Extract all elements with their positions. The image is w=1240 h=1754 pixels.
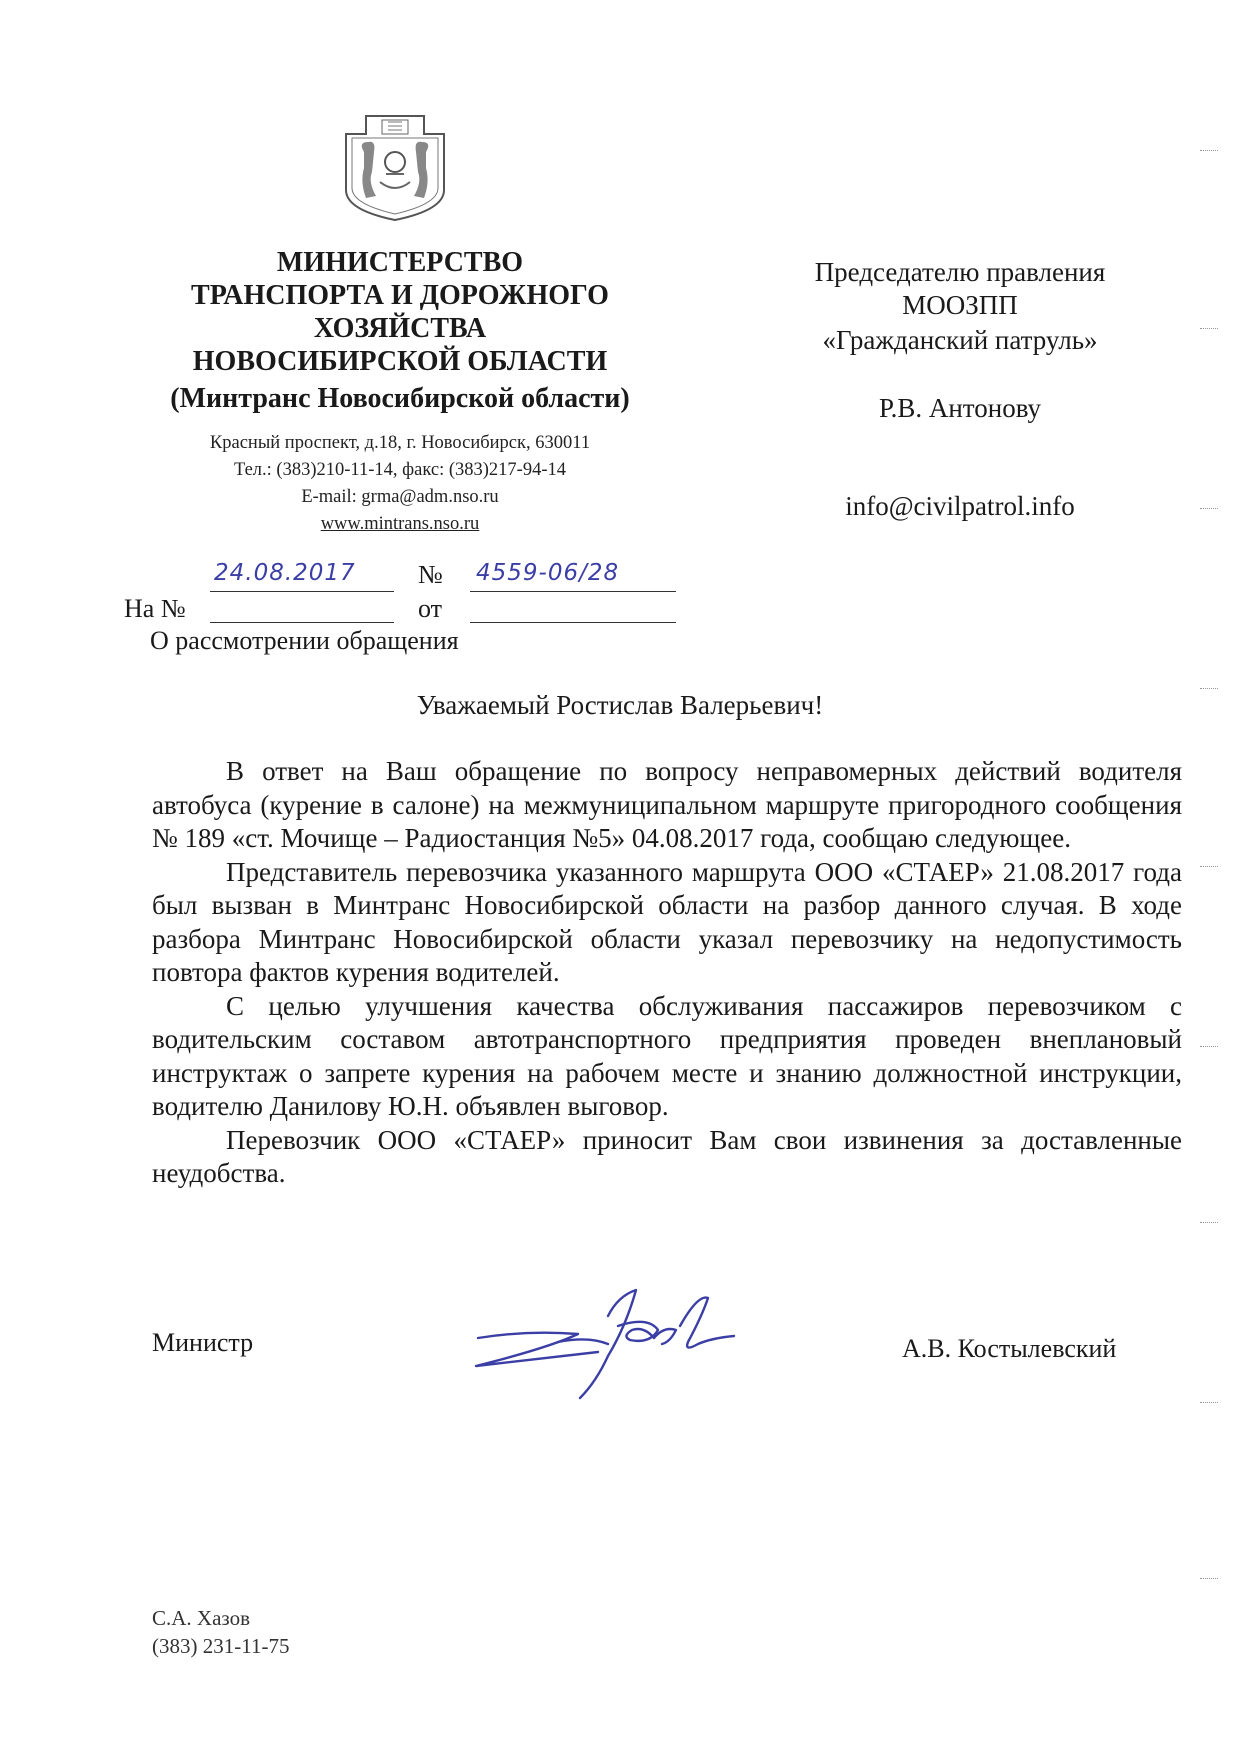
recipient-line-2: МООЗПП: [902, 290, 1018, 320]
scan-edge-mark: [1200, 1046, 1218, 1047]
recipient-name: Р.В. Антонову: [878, 393, 1042, 423]
signatory-position: Министр: [152, 1328, 254, 1357]
reply-number-line: [210, 622, 394, 623]
executor-phone: (383) 231-11-75: [152, 1634, 290, 1658]
sender-email: E-mail: grma@adm.nso.ru: [301, 487, 499, 507]
handwritten-signature-icon: [458, 1286, 738, 1402]
body-paragraph-2: Представитель перевозчика указанного маршрута ООО «СТАЕР» 21.08.2017 года был вызван в Минтранс Новосибирской области на разбор данного случая. В ходе разбора Минтранс Новосибирской области указал перевозчику на недопустимость повтора фактов курения водителей.: [152, 856, 1182, 987]
org-name-line-3: ХОЗЯЙСТВА: [313, 313, 487, 344]
org-short-name: (Минтранс Новосибирской области): [170, 383, 630, 414]
scan-edge-mark: [1200, 150, 1218, 151]
letter-subject: О рассмотрении обращения: [150, 626, 459, 655]
org-name-line-4: НОВОСИБИРСКОЙ ОБЛАСТИ: [192, 346, 608, 377]
org-name-line-2: ТРАНСПОРТА И ДОРОЖНОГО: [191, 280, 609, 311]
number-label: №: [418, 560, 443, 589]
executor-name: С.А. Хазов: [152, 1606, 250, 1630]
scan-edge-mark: [1200, 688, 1218, 689]
scan-edge-mark: [1200, 1402, 1218, 1403]
signatory-name: А.В. Костылевский: [902, 1334, 1117, 1363]
reply-date-line: [470, 622, 676, 623]
recipient-email: info@civilpatrol.info: [845, 491, 1075, 521]
scan-edge-mark: [1200, 1222, 1218, 1223]
sender-phone: Тел.: (383)210-11-14, факс: (383)217-94-14: [234, 460, 566, 480]
scan-edge-mark: [1200, 508, 1218, 509]
from-label: от: [418, 594, 443, 623]
scan-edge-mark: [1200, 328, 1218, 329]
body-paragraph-3: С целью улучшения качества обслуживания пассажиров перевозчиком с водительским составом автотранспортного предприятия проведен внеплановый инструктаж о запрете курения на рабочем месте и знанию должностной инструкции, водителю Данилову Ю.Н. объявлен выговор.: [152, 990, 1182, 1121]
date-line: [210, 591, 394, 592]
body-paragraph-1: В ответ на Ваш обращение по вопросу неправомерных действий водителя автобуса (курение в салоне) на межмуниципальном маршруте пригородного сообщения № 189 «ст. Мочище – Радиостанция №5» 04.08.2017 года, сообщаю следующее.: [152, 756, 1182, 853]
reply-to-label: На №: [124, 594, 186, 623]
sender-address: Красный проспект, д.18, г. Новосибирск, 630011: [209, 433, 591, 453]
greeting: Уважаемый Ростислав Валерьевич!: [416, 690, 824, 720]
body-paragraph-4: Перевозчик ООО «СТАЕР» приносит Вам свои извинения за доставленные неудобства.: [152, 1124, 1182, 1188]
number-line: [470, 591, 676, 592]
scan-edge-mark: [1200, 1578, 1218, 1579]
registration-date: 24.08.2017: [214, 560, 356, 586]
recipient-line-3: «Гражданский патруль»: [822, 325, 1098, 355]
sender-website: www.mintrans.nso.ru: [320, 514, 480, 534]
registration-number: 4559-06/28: [476, 560, 620, 586]
coat-of-arms-icon: [342, 112, 448, 222]
recipient-line-1: Председателю правления: [814, 257, 1106, 287]
org-name-line-1: МИНИСТЕРСТВО: [276, 247, 524, 278]
letter-body: [152, 755, 1182, 1191]
scan-edge-mark: [1200, 866, 1218, 867]
